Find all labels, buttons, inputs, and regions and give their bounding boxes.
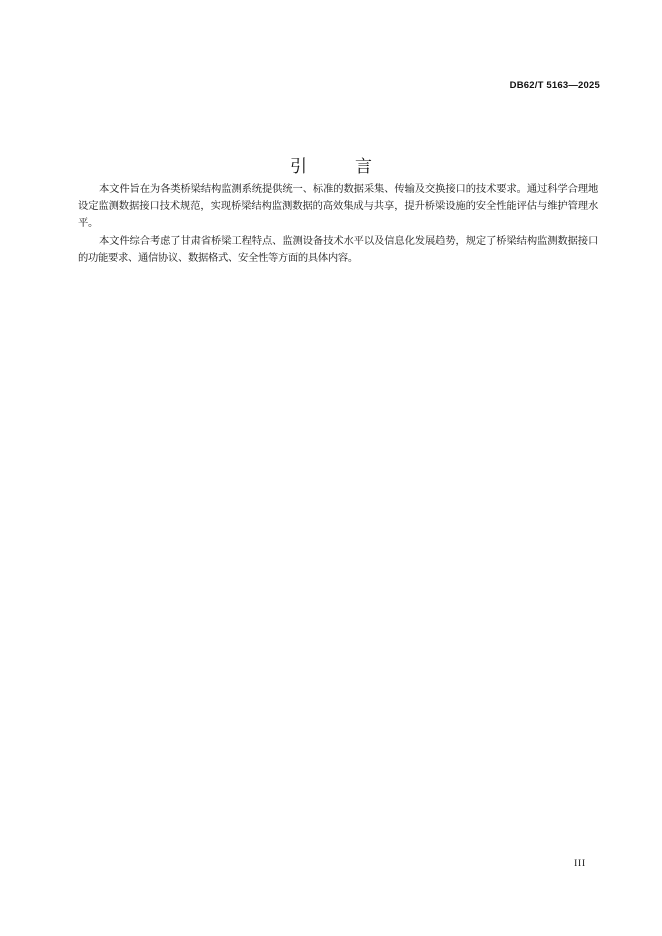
page-title: 引言 xyxy=(290,157,420,178)
paragraph-purpose: 本文件旨在为各类桥梁结构监测系统提供统一、标准的数据采集、传输及交换接口的技术要求。通过科学合理地设定监测数据接口技术规范，实现桥梁结构监测数据的高效集成与共享，提升桥梁设施的安全性能评估与维护管理水平。 xyxy=(78,183,598,230)
page-number: III xyxy=(574,859,586,869)
introduction-body xyxy=(78,181,598,267)
standard-code: DB62/T 5163—2025 xyxy=(509,80,600,91)
paragraph-scope: 本文件综合考虑了甘肃省桥梁工程特点、监测设备技术水平以及信息化发展趋势，规定了桥梁结构监测数据接口的功能要求、通信协议、数据格式、安全性等方面的具体内容。 xyxy=(78,234,598,264)
